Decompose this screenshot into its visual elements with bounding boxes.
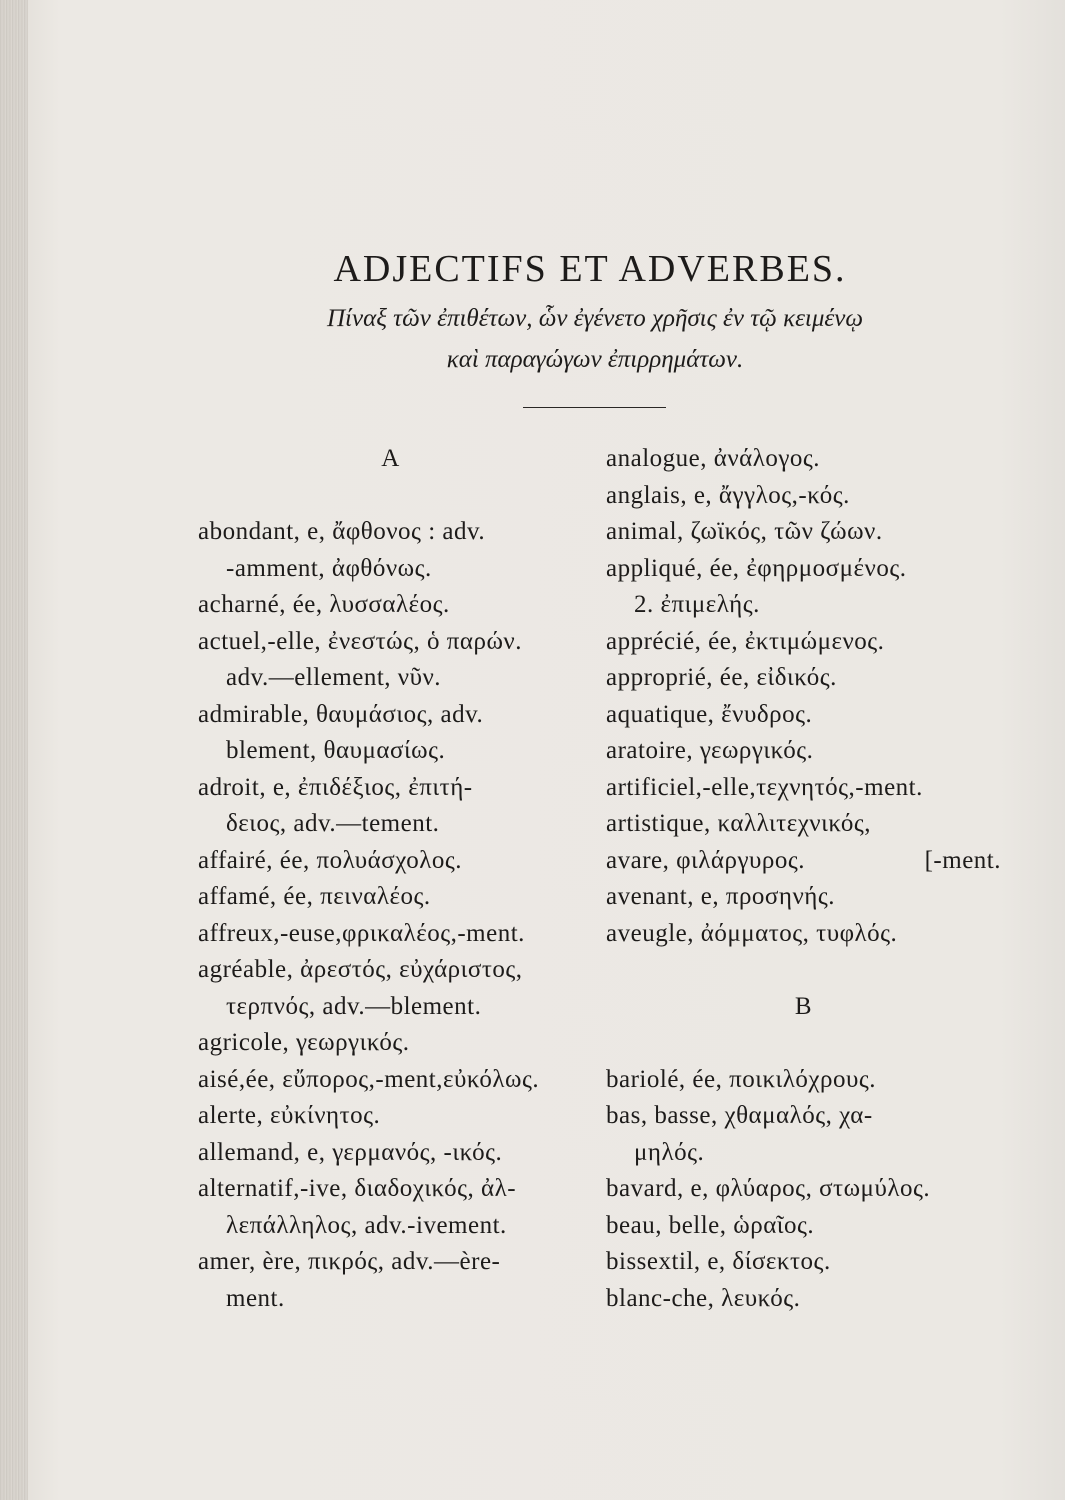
title-divider [523,407,666,408]
dictionary-entry: aisé,ée, εὔπορος,-ment,εὐκόλως. [198,1065,540,1093]
dictionary-entry: bavard, e, φλύαρος, στωμύλος. [606,1175,931,1202]
entry-continuation: 2. ἐπιμελής. [634,591,760,618]
dictionary-entry: abondant, e, ἄφθονος : adv. [198,518,486,545]
dictionary-entry: bariolé, ée, ποικιλόχρους. [606,1065,876,1093]
dictionary-entry: analogue, ἀνάλογος. [606,445,821,472]
dictionary-entry: blanc-che, λευκός. [606,1284,801,1312]
entry-continuation: τερπνός, adv.—blement. [226,992,482,1020]
dictionary-entry: anglais, e, ἄγγλος,-κός. [606,481,850,509]
dictionary-entry: affreux,-euse,φρικαλέος,-ment. [198,919,525,947]
entry-carryover: [-ment. [924,846,1001,874]
dictionary-entry: alternatif,-ive, διαδοχικός, ἀλ- [198,1175,517,1202]
blank-line [198,478,583,515]
dictionary-entry: bas, basse, χθαμαλός, χα- [606,1102,873,1129]
page-title: ADJECTIFS ET ADVERBES. [333,248,847,291]
dictionary-entry: adroit, e, ἐπιδέξιος, ἐπιτή- [198,773,473,801]
blank-line [606,952,1001,989]
entry-continuation: λεπάλληλος, adv.-ivement. [226,1211,507,1239]
dictionary-entry: agricole, γεωργικός. [198,1029,410,1056]
subtitle-line-1: Πίναξ τῶν ἐπιθέτων, ὧν ἐγένετο χρῆσις ἐν τῷ κειμένῳ [326,305,864,332]
dictionary-entry: approprié, ée, εἰδικός. [606,664,837,691]
section-letter: B [794,992,813,1020]
entry-continuation: ment. [226,1284,285,1312]
dictionary-entry: bissextil, e, δίσεκτος. [606,1248,831,1275]
dictionary-entry: agréable, ἀρεστός, εὐχάριστος, [198,956,523,983]
entry-continuation: adv.—ellement, νῦν. [226,664,442,691]
dictionary-entry: affamé, ée, πειναλέος. [198,883,431,910]
dictionary-entry: animal, ζωϊκός, τῶν ζώων. [606,518,883,545]
entry-text: avare, φιλάργυρος. [606,846,806,874]
page-subtitle [150,298,1040,380]
dictionary-entry: alerte, εὐκίνητος. [198,1102,381,1129]
left-column [198,441,583,1317]
dictionary-entry: artistique, καλλιτεχνικός, [606,810,872,837]
dictionary-entry: beau, belle, ὡραῖος. [606,1211,815,1239]
entry-continuation: blement, θαυμασίως. [226,737,446,764]
entry-continuation: δειος, adv.—tement. [226,810,440,837]
dictionary-entry: avenant, e, προσηνής. [606,883,836,910]
dictionary-entry: aveugle, ἀόμματος, τυφλός. [606,919,898,947]
dictionary-entry: affairé, ée, πολυάσχολος. [198,846,463,874]
blank-line [606,1025,1001,1062]
dictionary-entry: artificiel,-elle,τεχνητός,-ment. [606,773,923,801]
dictionary-entry: allemand, e, γερμανός, -ικός. [198,1138,503,1166]
entry-continuation: μηλός. [634,1138,705,1166]
section-letter: A [381,445,400,472]
entry-continuation: -amment, ἀφθόνως. [226,554,432,582]
dictionary-entry [606,843,1001,880]
dictionary-entry: acharné, ée, λυσσαλέος. [198,591,450,618]
dictionary-entry: aquatique, ἔνυδρος. [606,700,813,728]
dictionary-entry: admirable, θαυμάσιος, adv. [198,700,484,728]
right-column [606,441,1001,1317]
dictionary-entry: aratoire, γεωργικός. [606,737,814,764]
book-spine-edge [0,0,28,1500]
dictionary-entry: appliqué, ée, ἐφηρμοσμένος. [606,554,907,582]
dictionary-entry: actuel,-elle, ἐνεστώς, ὁ παρών. [198,627,522,655]
subtitle-line-2: καὶ παραγώγων ἐπιρρημάτων. [446,346,744,373]
dictionary-entry: amer, ère, πικρός, adv.—ère- [198,1248,501,1275]
dictionary-entry: apprécié, ée, ἐκτιμώμενος. [606,627,885,655]
